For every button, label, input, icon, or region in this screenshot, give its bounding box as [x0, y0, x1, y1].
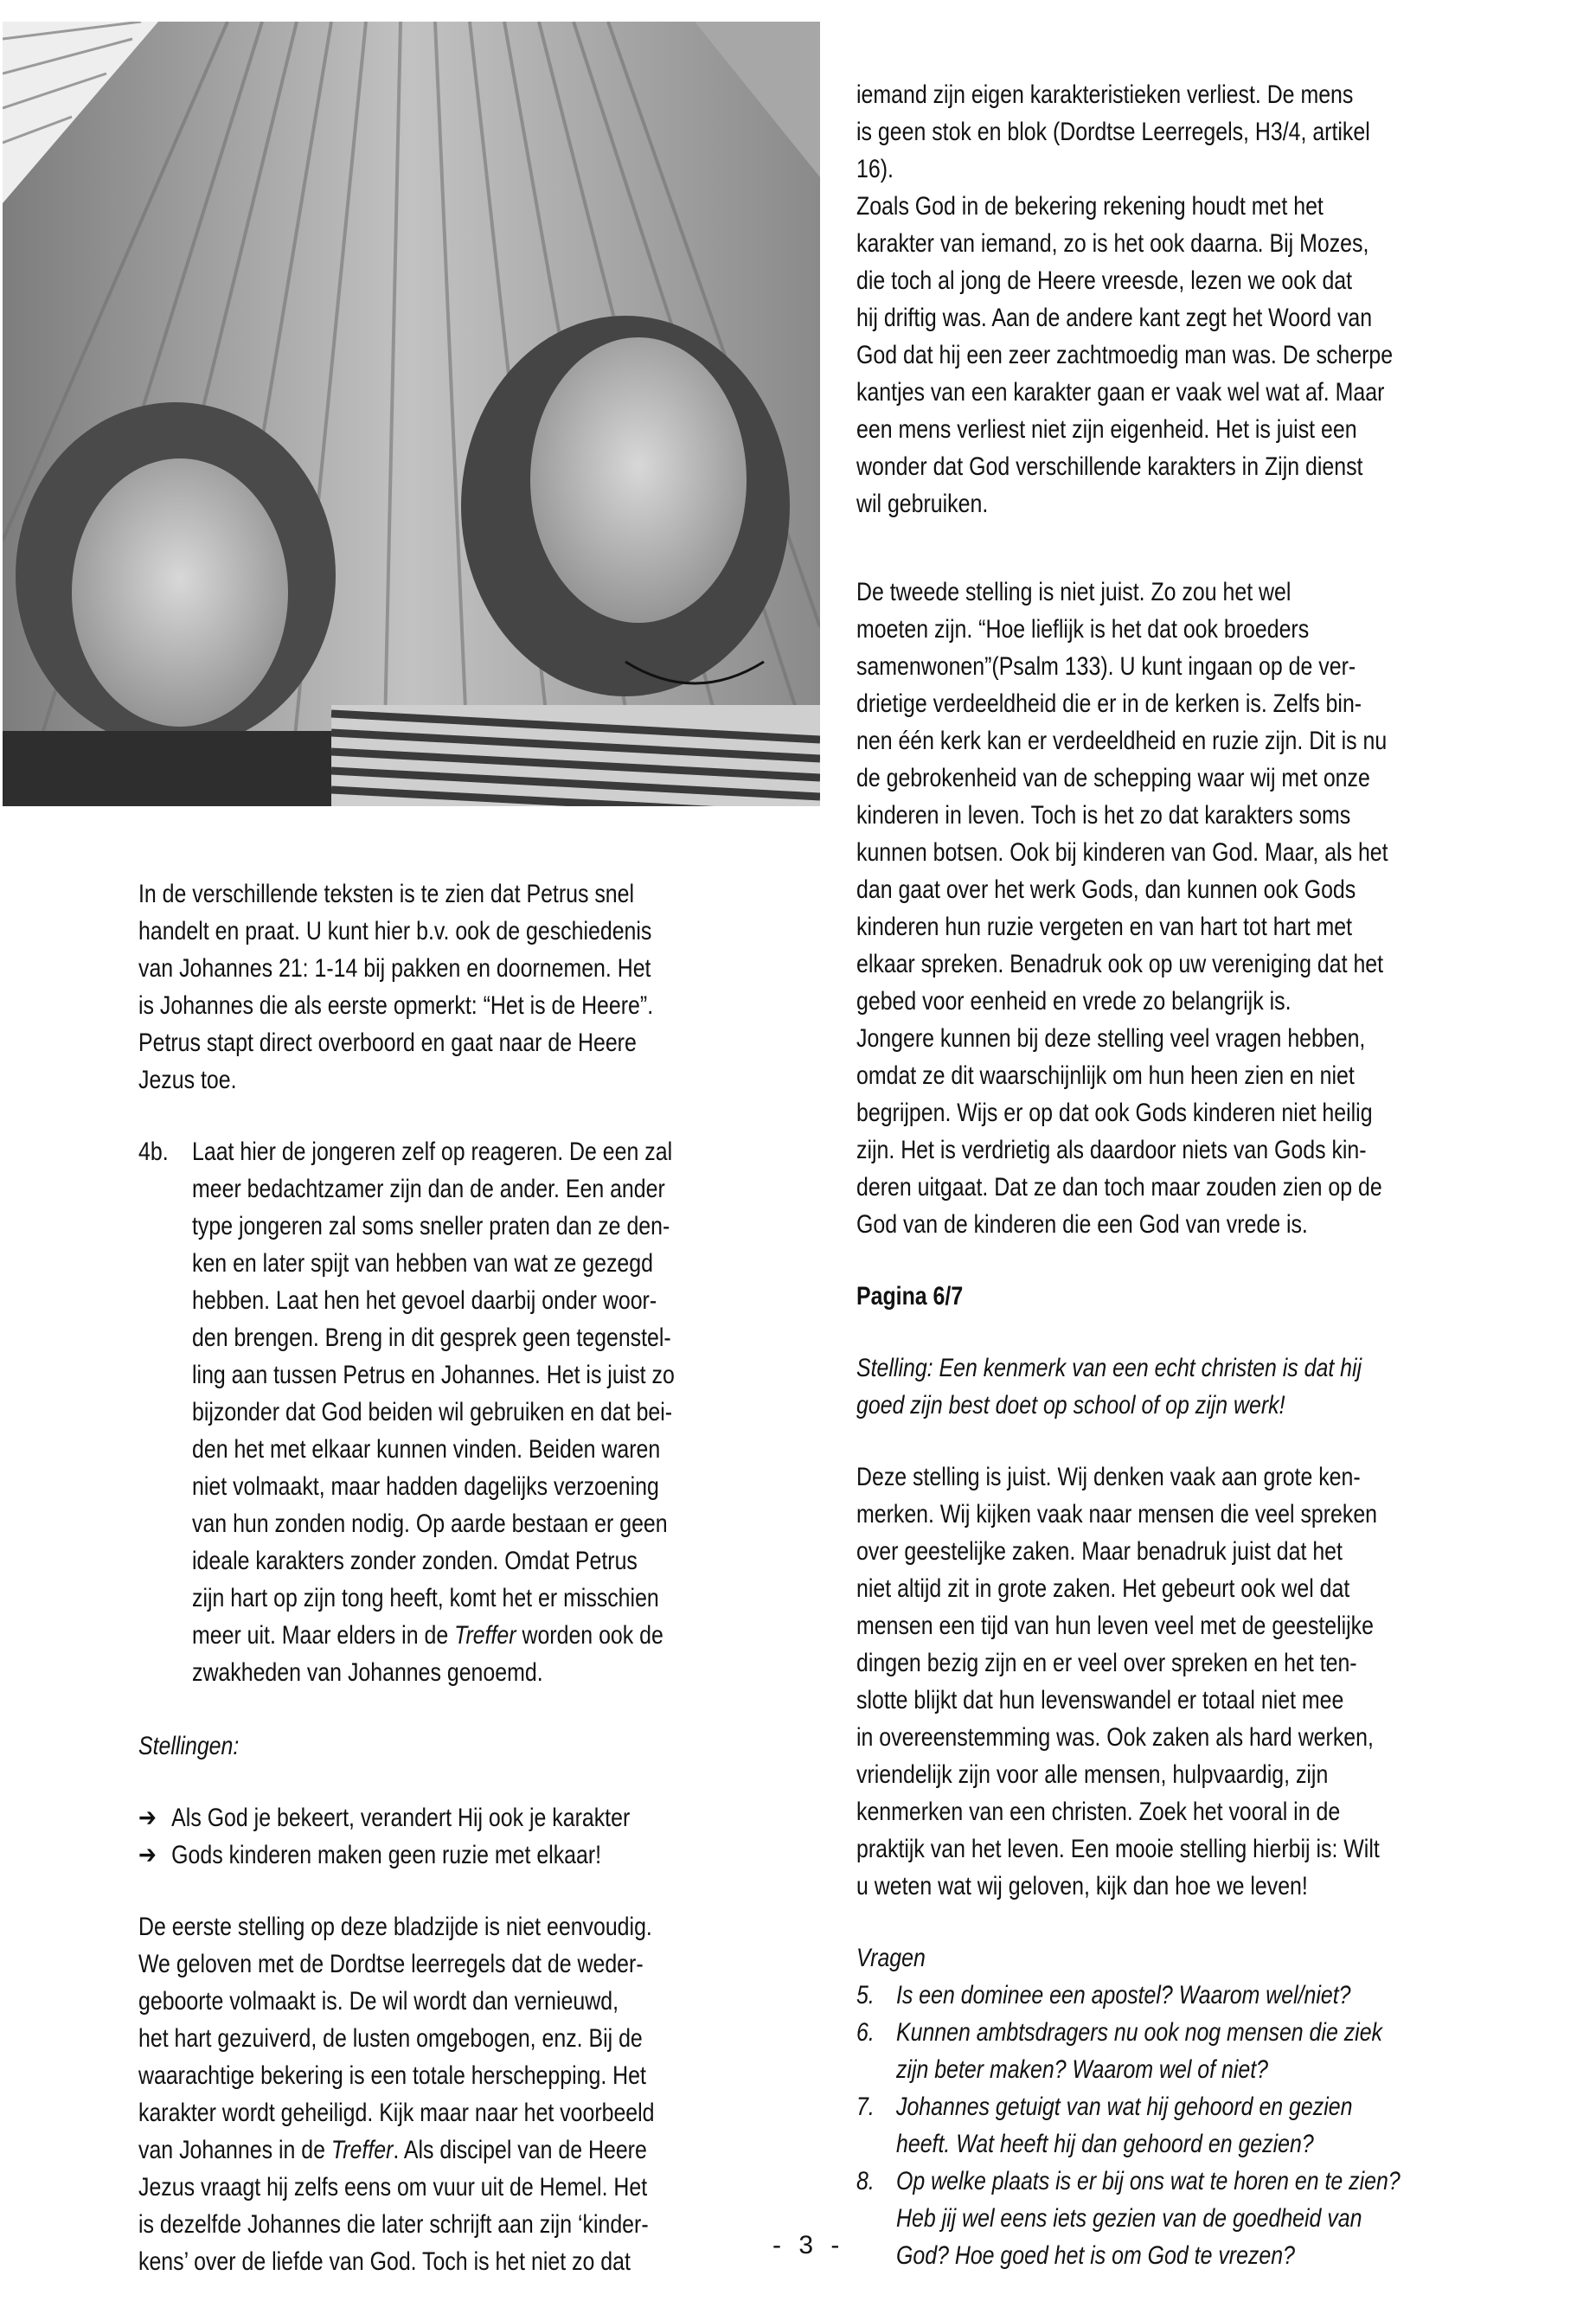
- text-line: merken. Wij kijken vaak naar mensen die veel spreken: [856, 1500, 1378, 1529]
- text-line: in overeenstemming was. Ook zaken als hard werken,: [856, 1723, 1374, 1752]
- question-text: heeft. Wat heeft hij dan gehoord en gezien?: [896, 2130, 1314, 2158]
- text-segment: worden ook de: [516, 1621, 663, 1650]
- text-line: van Johannes 21: 1-14 bij pakken en doornemen. Het: [138, 954, 651, 983]
- text-line: Zoals God in de bekering rekening houdt met het: [856, 192, 1324, 221]
- text-line: God dat hij een zeer zachtmoedig man was. De scherpe: [856, 341, 1394, 369]
- text-line: In de verschillende teksten is te zien dat Petrus snel: [138, 880, 635, 908]
- question-item: [856, 1977, 1566, 2014]
- text-line-with-italic: [138, 2131, 727, 2169]
- question-text: Heb jij wel eens iets gezien van de goedheid van: [896, 2204, 1362, 2233]
- text-line: elkaar spreken. Benadruk ook op uw vereniging dat het: [856, 950, 1384, 978]
- text-line: omdat ze dit waarschijnlijk om hun heen zien en niet: [856, 1061, 1355, 1090]
- text-line: die toch al jong de Heere vreesde, lezen we ook dat: [856, 266, 1353, 295]
- text-line: de gebrokenheid van de schepping waar wij met onze: [856, 764, 1370, 792]
- paragraph-tweede-stelling: [856, 574, 1566, 1243]
- vragen-list: [856, 1977, 1566, 2274]
- question-text: Op welke plaats is er bij ons wat te horen en te zien?: [896, 2167, 1401, 2195]
- text-line: kantjes van een karakter gaan er vaak wel wat af. Maar: [856, 378, 1385, 407]
- text-line: het hart gezuiverd, de lusten omgebogen, enz. Bij de: [138, 2024, 643, 2053]
- text-line: handelt en praat. U kunt hier b.v. ook de geschiedenis: [138, 917, 652, 945]
- text-line: Jongere kunnen bij deze stelling veel vragen hebben,: [856, 1024, 1366, 1053]
- text-line: den het met elkaar kunnen vinden. Beiden waren: [192, 1435, 661, 1464]
- text-line: ling aan tussen Petrus en Johannes. Het is juist zo: [192, 1361, 675, 1389]
- vragen-heading: Vragen: [856, 1944, 926, 1972]
- question-text: Kunnen ambtsdragers nu ook nog mensen die ziek: [896, 2018, 1383, 2047]
- text-line: ideale karakters zonder zonden. Omdat Petrus: [192, 1547, 638, 1575]
- text-line: hij driftig was. Aan de andere kant zegt het Woord van: [856, 304, 1373, 332]
- question-number: 5.: [856, 1981, 875, 2009]
- text-line: is dezelfde Johannes die later schrijft aan zijn ‘kinder-: [138, 2210, 649, 2239]
- text-line: karakter wordt geheiligd. Kijk maar naar het voorbeeld: [138, 2099, 655, 2127]
- text-line: is geen stok en blok (Dordtse Leerregels, H3/4, artikel: [856, 118, 1370, 146]
- question-item: [856, 2163, 1566, 2274]
- text-line: moeten zijn. “Hoe lieflijk is het dat ook broeders: [856, 615, 1310, 644]
- paragraph-continued: [856, 76, 1566, 522]
- text-line: kunnen botsen. Ook bij kinderen van God. Maar, als het: [856, 838, 1388, 867]
- text-line: De eerste stelling op deze bladzijde is niet eenvoudig.: [138, 1913, 652, 1941]
- publication-title-treffer: Treffer: [330, 2136, 394, 2164]
- photo-two-girls-column: [3, 22, 820, 806]
- text-line: kens’ over de liefde van God. Toch is het niet zo dat: [138, 2247, 631, 2276]
- text-line: samenwonen”(Psalm 133). U kunt ingaan op de ver-: [856, 652, 1356, 681]
- text-line: slotte blijkt dat hun levenswandel er totaal niet mee: [856, 1686, 1344, 1715]
- question-number: 7.: [856, 2093, 875, 2121]
- text-line: begrijpen. Wijs er op dat ook Gods kinderen niet heilig: [856, 1099, 1373, 1127]
- text-line: wonder dat God verschillende karakters in Zijn dienst: [856, 452, 1363, 481]
- text-line: dan gaat over het werk Gods, dan kunnen ook Gods: [856, 875, 1356, 904]
- text-line: praktijk van het leven. Een mooie stelling hierbij is: Wilt: [856, 1835, 1380, 1863]
- paragraph-intro: [138, 875, 848, 1099]
- left-column: [138, 875, 848, 2280]
- text-line: den brengen. Breng in dit gesprek geen tegenstel-: [192, 1324, 671, 1352]
- text-line: zwakheden van Johannes genoemd.: [192, 1658, 543, 1687]
- text-segment: meer uit. Maar elders in de: [192, 1621, 455, 1650]
- text-line: niet altijd zit in grote zaken. Het gebeurt ook wel dat: [856, 1574, 1350, 1603]
- photo-illustration: [3, 22, 820, 806]
- text-line: deren uitgaat. Dat ze dan toch maar zouden zien op de: [856, 1173, 1382, 1202]
- text-line: We geloven met de Dordtse leerregels dat de weder-: [138, 1950, 644, 1978]
- text-line: ken en later spijt van hebben van wat ze gezegd: [192, 1249, 653, 1278]
- text-line: iemand zijn eigen karakteristieken verliest. De mens: [856, 80, 1354, 109]
- text-line: gebed voor eenheid en vrede zo belangrijk is.: [856, 987, 1292, 1016]
- text-line: over geestelijke zaken. Maar benadruk juist dat het: [856, 1537, 1343, 1566]
- text-line: dingen bezig zijn en er veel over spreken en het ten-: [856, 1649, 1357, 1677]
- text-line: u weten wat wij geloven, kijk dan hoe we leven!: [856, 1872, 1308, 1900]
- text-line: zijn hart op zijn tong heeft, komt het er misschien: [192, 1584, 659, 1612]
- question-number: 8.: [856, 2167, 875, 2195]
- text-line: wil gebruiken.: [856, 490, 989, 518]
- text-line: hebben. Laat hen het gevoel daarbij onder woor-: [192, 1286, 657, 1315]
- text-line: van hun zonden nodig. Op aarde bestaan er geen: [192, 1509, 668, 1538]
- publication-title-treffer: Treffer: [454, 1621, 516, 1650]
- paragraph-eerste-stelling: [138, 1908, 848, 2280]
- text-line: drietige verdeeldheid die er in de kerken is. Zelfs bin-: [856, 689, 1362, 718]
- question-number: 6.: [856, 2018, 875, 2047]
- stelling-statement: [856, 1349, 1566, 1424]
- stellingen-heading: Stellingen:: [138, 1732, 240, 1760]
- text-line: kinderen hun ruzie vergeten en van hart tot hart met: [856, 913, 1353, 941]
- text-line: kinderen in leven. Toch is het zo dat karakters soms: [856, 801, 1351, 830]
- question-item: [856, 2014, 1566, 2088]
- arrow-right-icon: ➔: [138, 1804, 157, 1832]
- text-line: 16).: [856, 155, 894, 183]
- question-text: Is een dominee een apostel? Waarom wel/niet?: [896, 1981, 1351, 2009]
- stelling-item: [138, 1799, 848, 1836]
- text-line: Jezus vraagt hij zelfs eens om vuur uit de Hemel. Het: [138, 2173, 648, 2202]
- text-line: Deze stelling is juist. Wij denken vaak aan grote ken-: [856, 1463, 1361, 1491]
- text-line: God van de kinderen die een God van vrede is.: [856, 1210, 1308, 1239]
- item-number: 4b.: [138, 1138, 169, 1166]
- stelling-text: Gods kinderen maken geen ruzie met elkaar!: [171, 1841, 602, 1869]
- text-line: niet volmaakt, maar hadden dagelijks verzoening: [192, 1472, 659, 1501]
- text-line: karakter van iemand, zo is het ook daarna. Bij Mozes,: [856, 229, 1369, 258]
- text-line: zijn. Het is verdrietig als daardoor niets van Gods kin-: [856, 1136, 1367, 1164]
- stelling-text: Als God je bekeert, verandert Hij ook je karakter: [171, 1804, 631, 1832]
- text-line: De tweede stelling is niet juist. Zo zou het wel: [856, 578, 1292, 606]
- text-line: meer bedachtzamer zijn dan de ander. Een ander: [192, 1175, 665, 1203]
- text-line: Laat hier de jongeren zelf op reageren. De een zal: [192, 1138, 673, 1166]
- text-segment: van Johannes in de: [138, 2136, 331, 2164]
- question-item: [856, 2088, 1566, 2163]
- text-line: vriendelijk zijn voor alle mensen, hulpvaardig, zijn: [856, 1760, 1329, 1789]
- question-text: zijn beter maken? Waarom wel of niet?: [896, 2055, 1268, 2084]
- text-line: een mens verliest niet zijn eigenheid. Het is juist een: [856, 415, 1357, 444]
- page-number: - 3 -: [772, 2231, 845, 2259]
- text-line: geboorte volmaakt is. De wil wordt dan vernieuwd,: [138, 1987, 619, 2016]
- text-line: Petrus stapt direct overboord en gaat naar de Heere: [138, 1029, 637, 1057]
- text-line: is Johannes die als eerste opmerkt: “Het is de Heere”.: [138, 991, 654, 1020]
- text-line: bijzonder dat God beiden wil gebruiken en dat bei-: [192, 1398, 673, 1426]
- text-segment: . Als discipel van de Heere: [393, 2136, 647, 2164]
- stelling-item: [138, 1836, 848, 1874]
- text-line-with-italic: [192, 1617, 736, 1654]
- section-heading: Pagina 6/7: [856, 1282, 964, 1311]
- text-line: waarachtige bekering is een totale herschepping. Het: [138, 2061, 646, 2090]
- right-column: [856, 76, 1566, 2274]
- text-line: Jezus toe.: [138, 1066, 237, 1094]
- numbered-item-4b: [138, 1133, 848, 1691]
- stellingen-list: [138, 1799, 848, 1874]
- text-line: nen één kerk kan er verdeeldheid en ruzie zijn. Dit is nu: [856, 727, 1388, 755]
- text-line: goed zijn best doet op school of op zijn werk!: [856, 1391, 1285, 1420]
- text-line: mensen een tijd van hun leven veel met de geestelijke: [856, 1612, 1374, 1640]
- question-text: Johannes getuigt van wat hij gehoord en gezien: [896, 2093, 1353, 2121]
- paragraph-deze-stelling: [856, 1458, 1566, 1905]
- text-line: Stelling: Een kenmerk van een echt christen is dat hij: [856, 1354, 1362, 1382]
- text-line: type jongeren zal soms sneller praten dan ze den-: [192, 1212, 670, 1240]
- arrow-right-icon: ➔: [138, 1841, 157, 1869]
- question-text: God? Hoe goed het is om God te vrezen?: [896, 2241, 1295, 2270]
- text-line: kenmerken van een christen. Zoek het vooral in de: [856, 1798, 1341, 1826]
